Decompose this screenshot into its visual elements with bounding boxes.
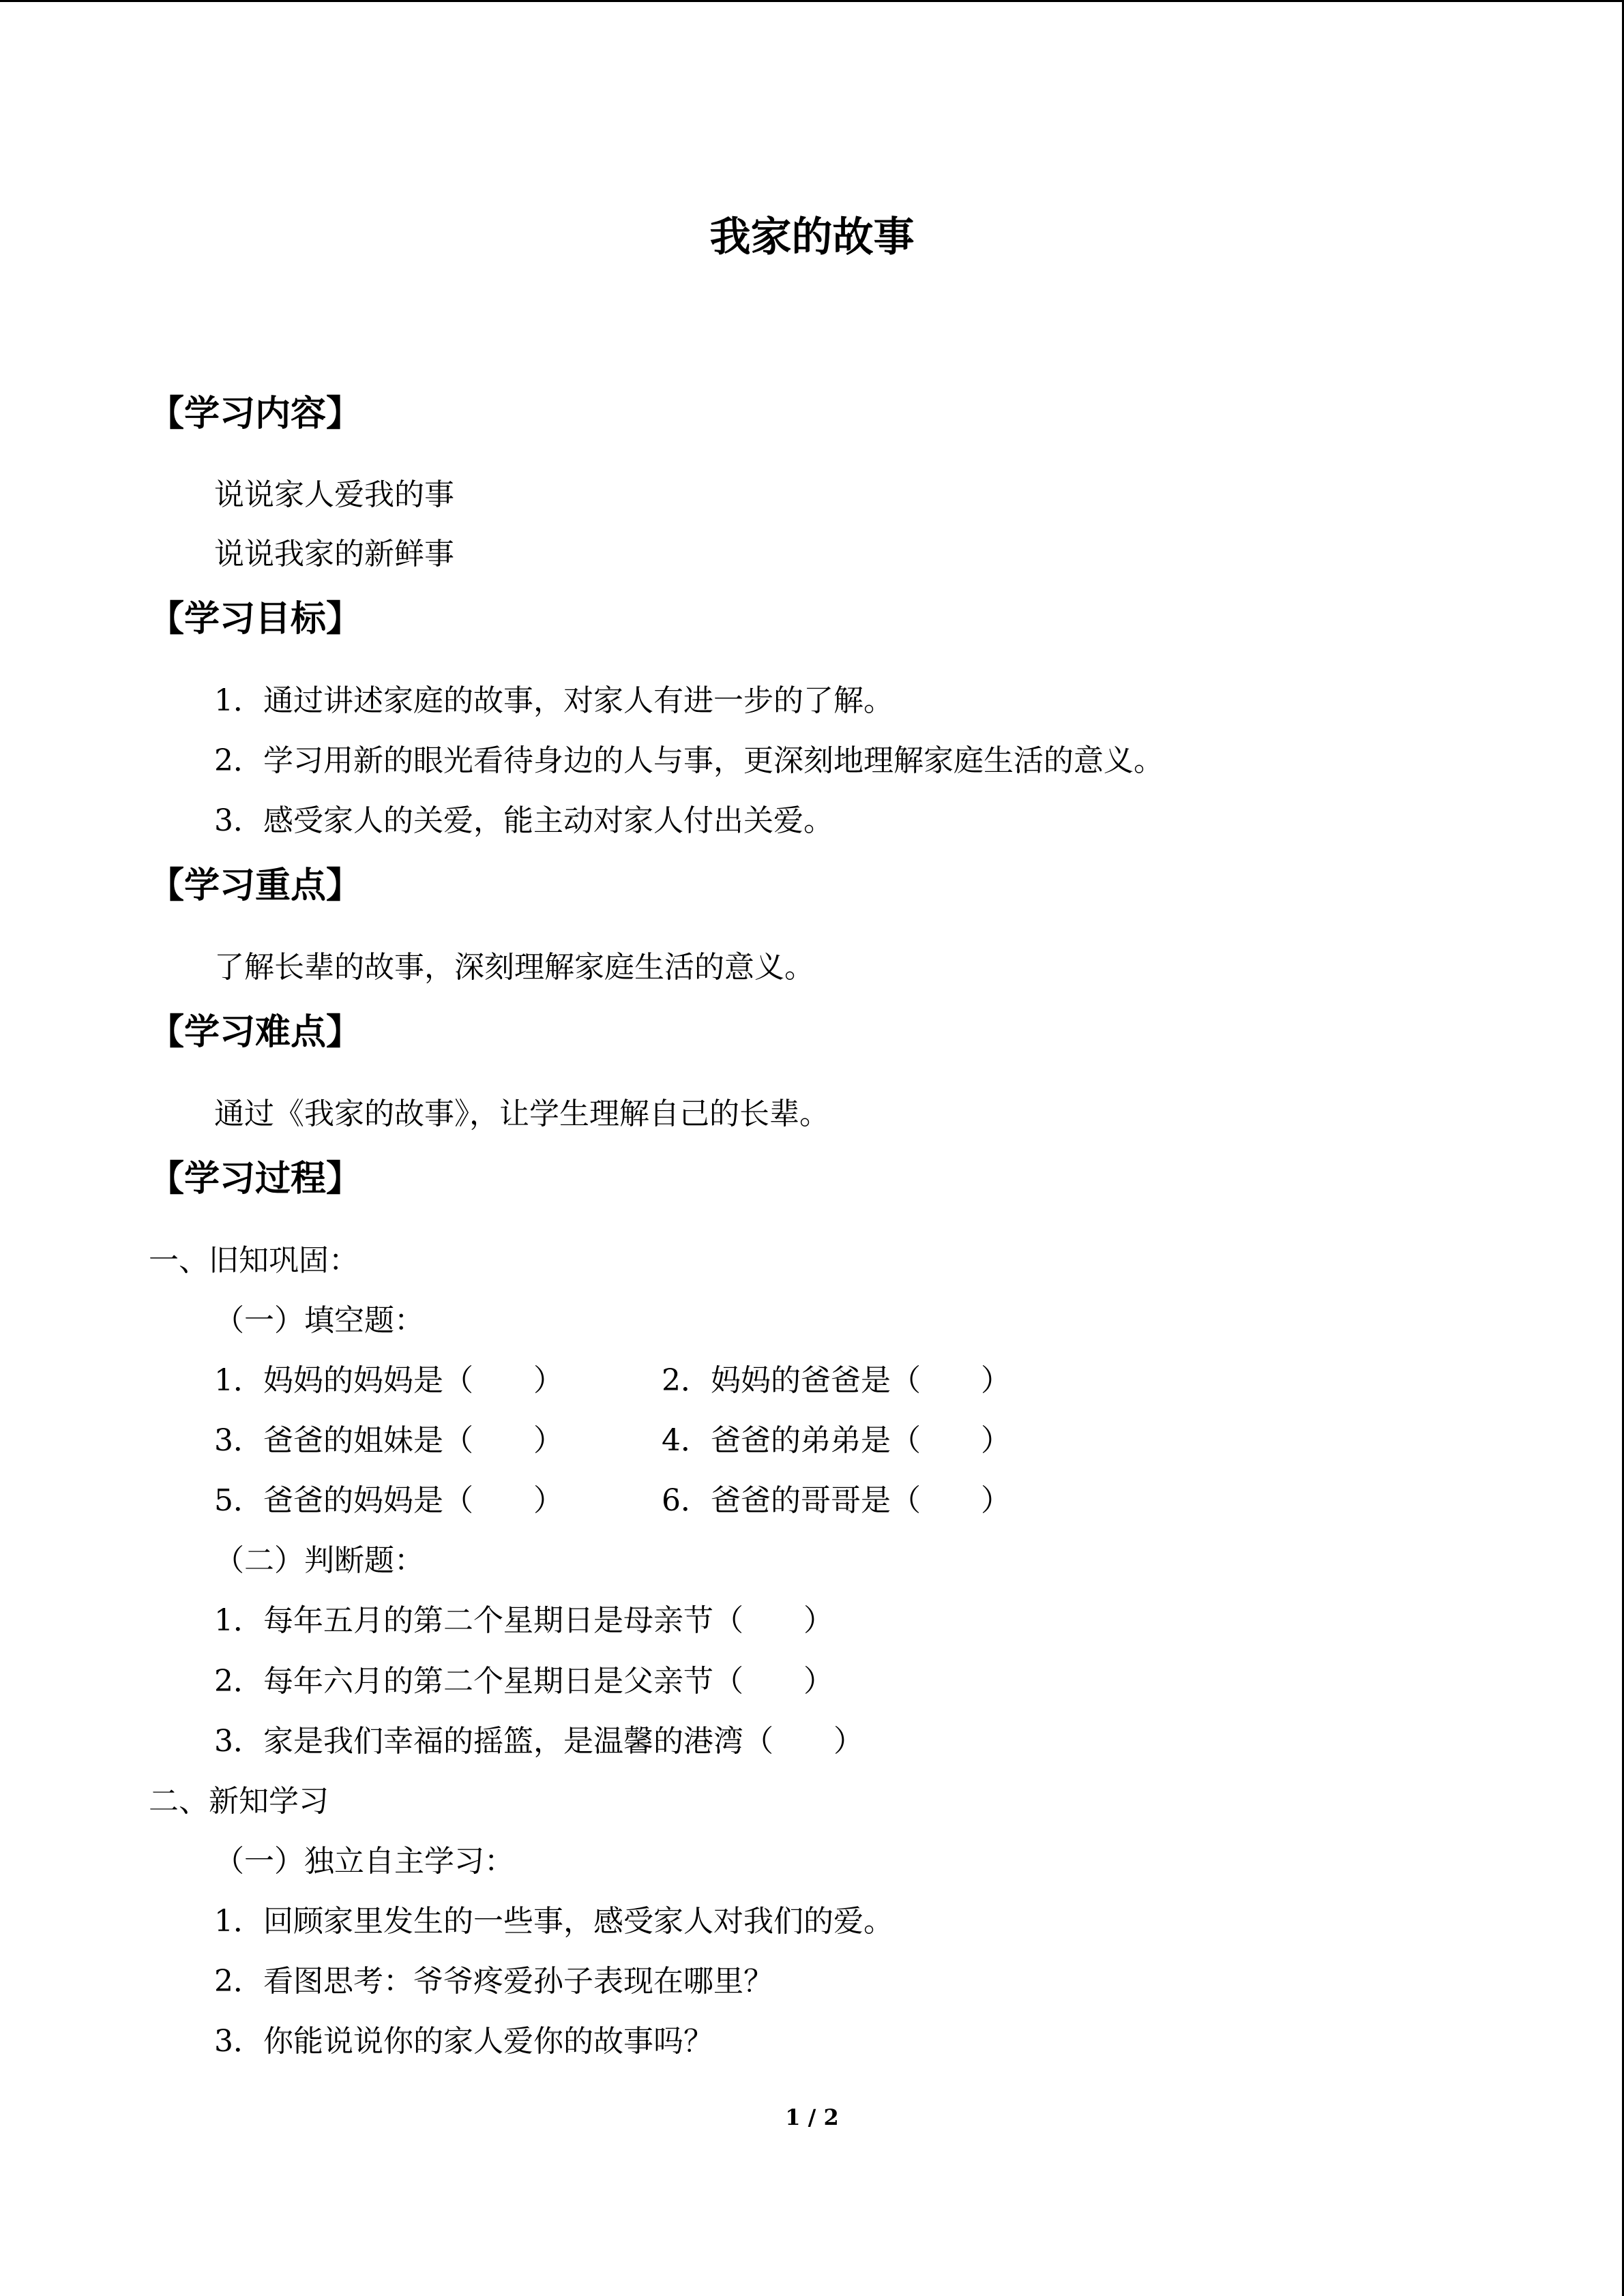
self-study-item-2: 2．看图思考：爷爷疼爱孙子表现在哪里？ [214, 1964, 773, 1999]
part2-title: 二、新知学习 [149, 1784, 329, 1819]
document-title: 我家的故事 [709, 213, 915, 261]
heading-learning-goals: 【学习目标】 [149, 599, 362, 640]
fill-blank-item-3: 3．爸爸的姐妹是（ ） [214, 1423, 563, 1458]
difficulties-text: 通过《我家的故事》，让学生理解自己的长辈。 [214, 1097, 829, 1131]
goal-item-2: 2．学习用新的眼光看待身边的人与事，更深刻地理解家庭生活的意义。 [214, 743, 1164, 778]
judge-item-2: 2．每年六月的第二个星期日是父亲节（ ） [214, 1664, 833, 1699]
fill-blank-item-4: 4．爸爸的弟弟是（ ） [662, 1423, 1011, 1458]
page-number: 1 / 2 [785, 2104, 839, 2130]
self-study-item-3: 3．你能说说你的家人爱你的故事吗？ [214, 2024, 713, 2059]
self-study-item-1: 1．回顾家里发生的一些事，感受家人对我们的爱。 [214, 1904, 894, 1939]
goal-item-3: 3．感受家人的关爱，能主动对家人付出关爱。 [214, 803, 833, 838]
fill-blank-title: （一）填空题： [214, 1303, 424, 1338]
content-item-1: 说说家人爱我的事 [214, 477, 454, 512]
part1-title: 一、旧知巩固： [149, 1243, 359, 1278]
fill-blank-item-5: 5．爸爸的妈妈是（ ） [214, 1483, 563, 1518]
fill-blank-item-1: 1．妈妈的妈妈是（ ） [214, 1363, 563, 1398]
heading-learning-process: 【学习过程】 [149, 1159, 362, 1199]
fill-blank-item-6: 6．爸爸的哥哥是（ ） [662, 1483, 1011, 1518]
judge-item-3: 3．家是我们幸福的摇篮，是温馨的港湾（ ） [214, 1724, 863, 1759]
self-study-title: （一）独立自主学习： [214, 1844, 514, 1879]
content-item-2: 说说我家的新鲜事 [214, 537, 454, 571]
key-points-text: 了解长辈的故事，深刻理解家庭生活的意义。 [214, 950, 814, 985]
judge-item-1: 1．每年五月的第二个星期日是母亲节（ ） [214, 1603, 833, 1638]
heading-key-points: 【学习重点】 [149, 865, 362, 906]
judge-title: （二）判断题： [214, 1543, 424, 1578]
heading-difficulties: 【学习难点】 [149, 1012, 362, 1053]
heading-learning-content: 【学习内容】 [149, 393, 362, 434]
goal-item-1: 1．通过讲述家庭的故事，对家人有进一步的了解。 [214, 683, 894, 718]
fill-blank-item-2: 2．妈妈的爸爸是（ ） [662, 1363, 1011, 1398]
